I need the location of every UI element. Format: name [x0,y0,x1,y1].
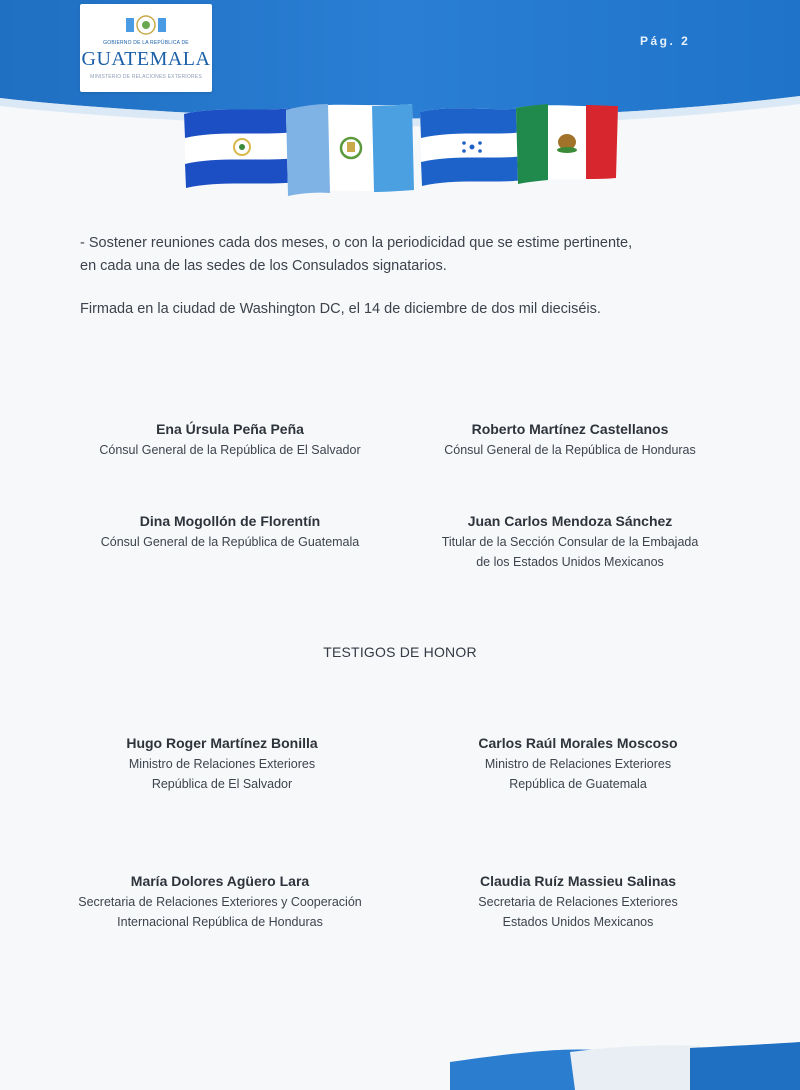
witness-title: Secretaria de Relaciones Exteriores [478,895,678,909]
agreement-text [80,232,740,321]
witness-mexico [398,870,758,932]
signatory-honduras [390,418,750,460]
witness-country: Estados Unidos Mexicanos [502,915,654,929]
witness-country: Internacional República de Honduras [117,915,323,929]
signatory-mexico [390,510,750,572]
witness-title: Ministro de Relaciones Exteriores [484,757,672,771]
coat-of-arms-icon [126,12,166,36]
signatory-title-line-2: de los Estados Unidos Mexicanos [476,555,664,569]
witness-country: República de El Salvador [151,777,293,791]
mexico-flag-icon [516,104,618,184]
flags-banner [176,100,626,210]
signing-statement: Firmada en la ciudad de Washington DC, el 14 de diciembre de dos mil dieciséis. [80,301,601,317]
clause-line-2: en cada una de las sedes de los Consulados signatarios. [80,258,447,274]
logo-main-text: GUATEMALA [81,48,211,70]
witness-name: Claudia Ruíz Massieu Salinas [479,873,677,889]
witness-guatemala [398,732,758,794]
witness-country: República de Guatemala [509,777,647,791]
witness-el-salvador [42,732,402,794]
honduras-flag-icon [420,108,524,186]
signatory-name: Ena Úrsula Peña Peña [156,421,304,437]
guatemala-logo [80,4,212,92]
signatory-el-salvador [50,418,410,460]
logo-top-text: GOBIERNO DE LA REPÚBLICA DE [103,40,189,46]
guatemala-flag-icon [286,104,414,196]
witness-honduras [30,870,410,932]
signatory-title: Cónsul General de la República de Guatemala [100,535,360,549]
witness-title: Ministro de Relaciones Exteriores [128,757,316,771]
witness-name: Hugo Roger Martínez Bonilla [126,735,318,751]
el-salvador-flag-icon [184,108,300,188]
signatory-name: Juan Carlos Mendoza Sánchez [467,513,673,529]
signatory-name: Roberto Martínez Castellanos [471,421,669,437]
witness-title: Secretaria de Relaciones Exteriores y Cooperación [78,895,362,909]
footer-band [0,1040,800,1090]
signatory-guatemala [50,510,410,552]
signatory-name: Dina Mogollón de Florentín [139,513,321,529]
logo-bottom-text: MINISTERIO DE RELACIONES EXTERIORES [90,74,202,80]
signatory-title: Cónsul General de la República de El Salvador [99,443,361,457]
page-number: Pág. 2 [640,34,691,48]
clause-line-1: - Sostener reuniones cada dos meses, o con la periodicidad que se estime pertinente, [80,235,633,251]
signatory-title: Titular de la Sección Consular de la Embajada [441,535,699,549]
witness-name: María Dolores Agüero Lara [130,873,310,889]
witness-name: Carlos Raúl Morales Moscoso [478,735,678,751]
witnesses-heading: TESTIGOS DE HONOR [323,644,477,660]
signatory-title: Cónsul General de la República de Honduras [444,443,696,457]
